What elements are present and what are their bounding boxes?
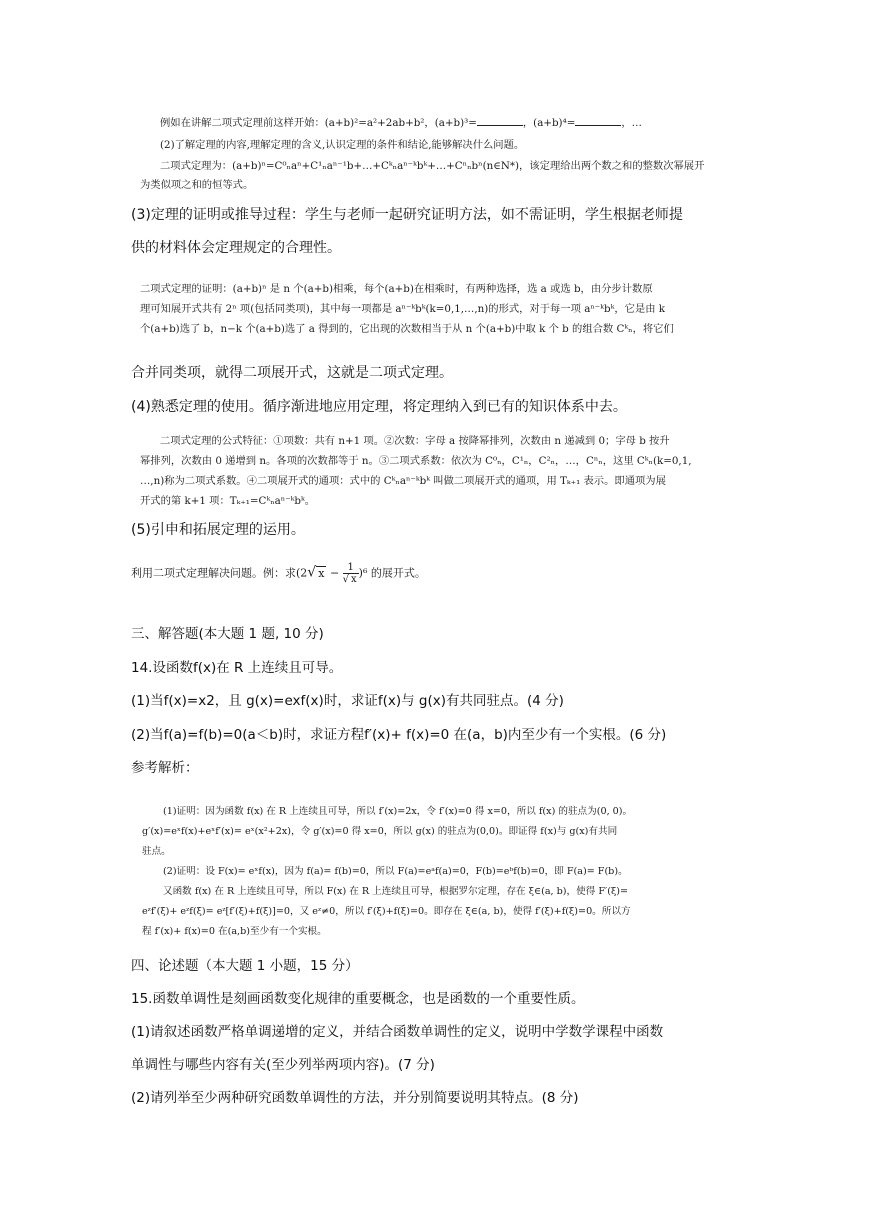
intro-line-3: 二项式定理为：(a+b)ⁿ=C⁰ₙaⁿ+C¹ₙaⁿ⁻¹b+…+Cᵏₙaⁿ⁻ᵏbᵏ+…+Cⁿₙbⁿ(n∈N*)，该定理给出两个数之和的整数次幂展开 [160, 160, 705, 172]
features-line-2: 幂排列，次数由 0 递增到 n。各项的次数都等于 n。③二项式系数：依次为 C⁰ₙ，C¹ₙ，C²ₙ，…，Cⁿₙ，这里 Cᵏₙ(k=0,1, [140, 455, 692, 467]
proof-line-2: 理可知展开式共有 2ⁿ 项(包括同类项)，其中每一项都是 aⁿ⁻ᵏbᵏ(k=0,1,…,n)的形式，对于每一项 aⁿ⁻ᵏbᵏ，它是由 k [140, 303, 666, 315]
section-3-heading: 三、解答题(本大题 1 题, 10 分) [131, 626, 324, 642]
intro-line-4: 为类似项之和的恒等式。 [140, 179, 254, 191]
intro-line-2: (2)了解定理的内容,理解定理的含义,认识定理的条件和结论,能够解决什么问题。 [160, 139, 525, 151]
solution-line-5: 又函数 f(x) 在 R 上连续且可导，所以 F(x) 在 R 上连续且可导，根据罗尔定理，存在 ξ∈(a, b)，使得 F′(ξ)= [163, 886, 629, 897]
intro-line-1-text-a: 例如在讲解二项式定理前这样开始：(a+b)²=a²+2ab+b²，(a+b)³= [160, 117, 477, 129]
question-14-part-2: (2)当f(a)=f(b)=0(a＜b)时，求证方程f′(x)+ f(x)=0 在(a，b)内至少有一个实根。(6 分) [131, 727, 667, 743]
solution-line-6: eᶻf′(ξ)+ eᶻf(ξ)= eᶻ[f′(ξ)+f(ξ)]=0，又 eᶻ≠0，所以 f′(ξ)+f(ξ)=0。即存在 ξ∈(a, b)，使得 f′(ξ)+f(ξ)=0。所以方 [142, 906, 631, 917]
example-prefix: 利用二项式定理解决问题。例：求(2 [131, 566, 308, 580]
para-3-line-1: (3)定理的证明或推导过程：学生与老师一起研究证明方法，如不需证明，学生根据老师提 [131, 207, 683, 223]
fraction-den-radicand: x [351, 574, 357, 585]
question-15-part-1-line-1: (1)请叙述函数严格单调递增的定义，并结合函数单调性的定义，说明中学数学课程中函数 [131, 1024, 664, 1040]
features-line-4: 开式的第 k+1 项：Tₖ₊₁=Cᵏₙaⁿ⁻ᵏbᵏ。 [140, 495, 316, 507]
features-line-3: …,n)称为二项式系数。④二项展开式的通项：式中的 Cᵏₙaⁿ⁻ᵏbᵏ 叫做二项展开式的通项，用 Tₖ₊₁ 表示。即通项为展 [140, 475, 666, 487]
question-14: 14.设函数f(x)在 R 上连续且可导。 [131, 660, 343, 676]
blank-2 [575, 115, 621, 126]
solution-line-4: (2)证明：设 F(x)= eˣf(x)，因为 f(a)= f(b)=0，所以 F(a)=eᵃf(a)=0，F(b)=eᵇf(b)=0，即 F(a)= F(b)。 [163, 866, 628, 877]
solution-line-7: 程 f′(x)+ f(x)=0 在(a,b)至少有一个实根。 [142, 926, 327, 937]
para-3-line-2: 供的材料体会定理规定的合理性。 [131, 240, 341, 256]
solution-line-3: 驻点。 [142, 846, 171, 857]
question-15-part-2: (2)请列举至少两种研究函数单调性的方法，并分别简要说明其特点。(8 分) [131, 1090, 579, 1106]
fraction-numerator: 1 [343, 562, 359, 574]
intro-line-1-text-c: ，… [621, 117, 642, 129]
intro-line-1 [160, 114, 642, 129]
para-merge: 合并同类项，就得二项展开式，这就是二项式定理。 [131, 365, 453, 381]
section-4-heading: 四、论述题（本大题 1 小题，15 分） [131, 958, 359, 974]
sqrt-sign: √ [307, 564, 317, 581]
para-5: (5)引申和拓展定理的运用。 [131, 522, 305, 538]
fraction [343, 562, 359, 585]
reference-answer-label: 参考解析： [131, 760, 199, 776]
proof-line-3: 个(a+b)选了 b，n−k 个(a+b)选了 a 得到的，它出现的次数相当于从 n 个(a+b)中取 k 个 b 的组合数 Cᵏₙ，将它们 [140, 323, 674, 335]
example-suffix: )⁶ 的展开式。 [358, 566, 426, 580]
solution-line-2: g′(x)=eˣf(x)+eˣf′(x)= eˣ(x²+2x)，令 g′(x)=0 得 x=0，所以 g(x) 的驻点为(0,0)。即证得 f(x)与 g(x)有共同 [142, 826, 618, 837]
example-expression [131, 562, 426, 585]
minus-sign: − [329, 566, 340, 580]
question-14-part-1: (1)当f(x)=x2，且 g(x)=exf(x)时，求证f(x)与 g(x)有共同驻点。(4 分) [131, 693, 564, 709]
para-4: (4)熟悉定理的使用。循序渐进地应用定理，将定理纳入到已有的知识体系中去。 [131, 399, 627, 415]
sqrt-radicand: x [318, 566, 325, 580]
question-15-part-1-line-2: 单调性与哪些内容有关(至少列举两项内容)。(7 分) [131, 1057, 435, 1073]
intro-line-1-text-b: ，(a+b)⁴= [522, 117, 576, 129]
solution-line-1: (1)证明：因为函数 f(x) 在 R 上连续且可导，所以 f′(x)=2x，令 f′(x)=0 得 x=0，所以 f(x) 的驻点为(0, 0)。 [163, 806, 633, 817]
question-15: 15.函数单调性是刻画函数变化规律的重要概念，也是函数的一个重要性质。 [131, 991, 585, 1007]
fraction-denominator: √ x [342, 574, 357, 585]
blank-1 [477, 115, 523, 126]
proof-line-1: 二项式定理的证明：(a+b)ⁿ 是 n 个(a+b)相乘，每个(a+b)在相乘时，有两种选择，选 a 或选 b，由分步计数原 [140, 283, 653, 295]
features-line-1: 二项式定理的公式特征：①项数：共有 n+1 项。②次数：字母 a 按降幂排列，次数由 n 递减到 0；字母 b 按升 [160, 435, 670, 447]
